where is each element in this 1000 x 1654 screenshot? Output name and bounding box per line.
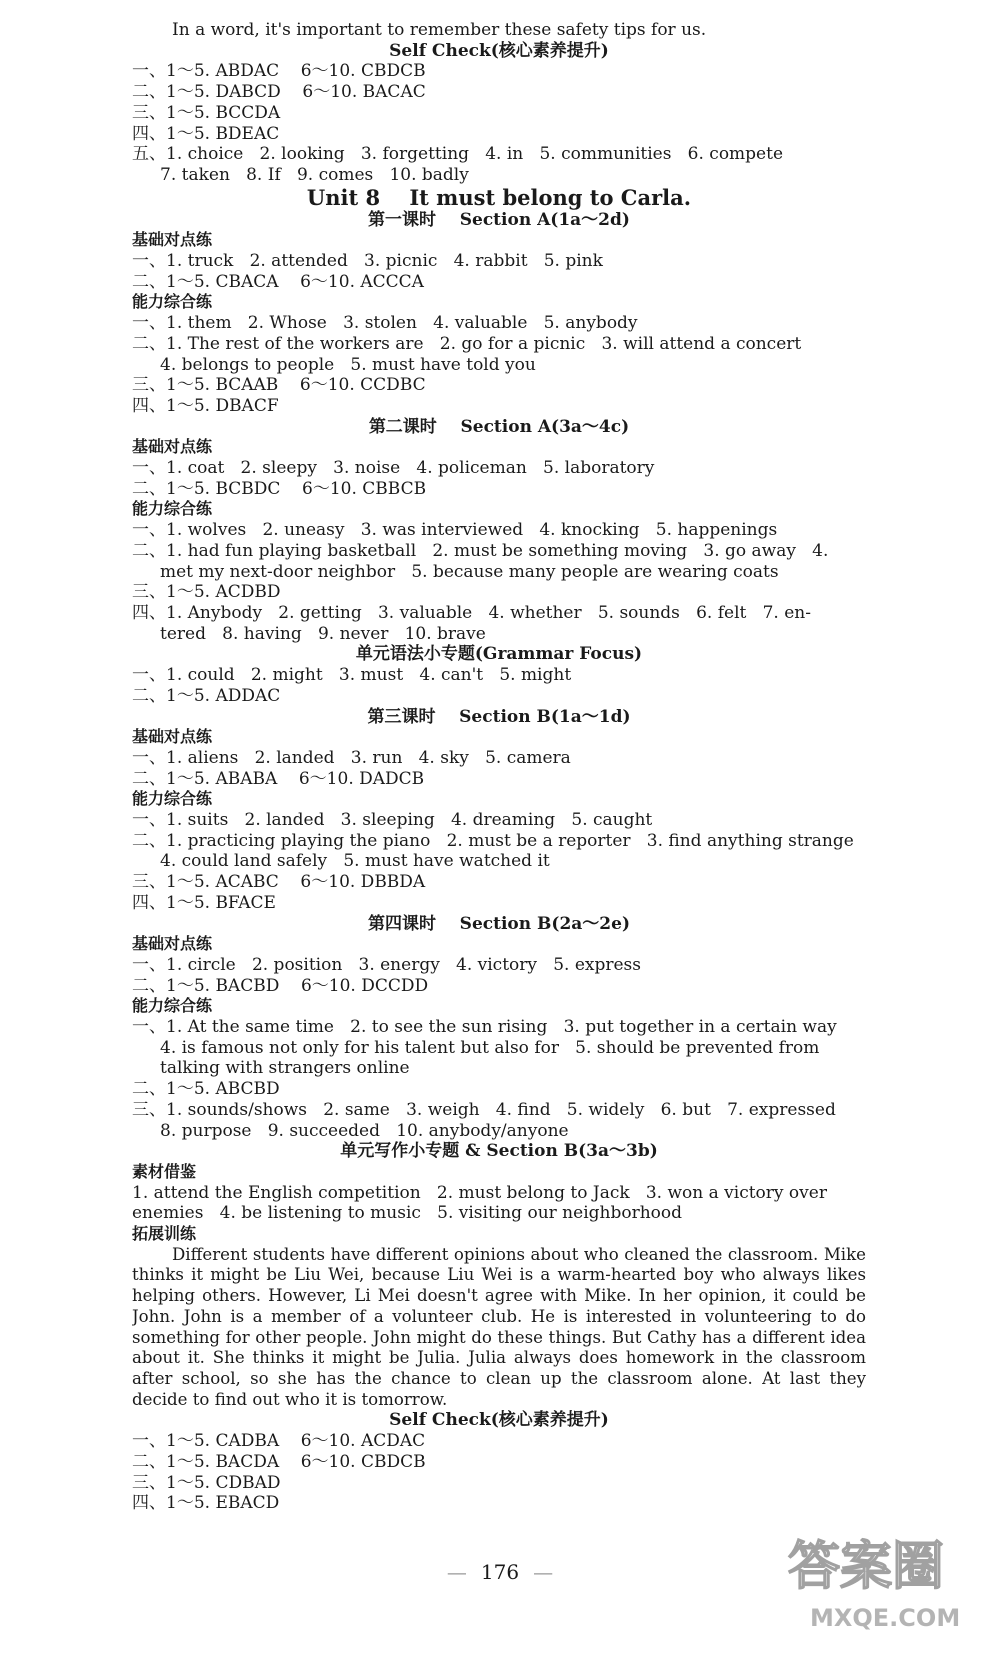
section-heading: 第二课时 Section A(3a～4c) [368,416,630,437]
page-number: — 176 — [446,1560,554,1584]
answer-line-continued: 8. purpose 9. succeeded 10. anybody/anyone [160,1120,569,1141]
section-heading: 第三课时 Section B(1a～1d) [367,706,631,727]
answer-line: 三、1. sounds/shows 2. same 3. weigh 4. find 5. widely 6. but 7. expressed [132,1099,836,1120]
exercise-label: 能力综合练 [132,789,213,809]
answer-content [132,20,866,1514]
answer-line: 一、1. coat 2. sleepy 3. noise 4. policeman 5. laboratory [132,458,655,479]
answer-line: 一、1～5. CADBA 6～10. ACDAC [132,1431,426,1452]
answer-line: 三、1～5. CDBAD [132,1472,281,1493]
answer-line: 二、1～5. ABABA 6～10. DADCB [132,768,425,789]
answer-line: 1. attend the English competition 2. must belong to Jack 3. won a victory over [132,1182,827,1203]
exercise-label: 素材借鉴 [132,1161,197,1181]
watermark-logo [780,1522,980,1642]
answer-line-continued: 4. is famous not only for his talent but also for 5. should be prevented from [160,1037,820,1058]
exercise-label: 能力综合练 [132,499,213,519]
answer-line: 三、1～5. BCCDA [132,102,281,123]
answer-line: 三、1～5. ACDBD [132,582,281,603]
answer-line-continued: 4. belongs to people 5. must have told you [160,354,536,375]
answer-line: 二、1～5. ADDAC [132,685,281,706]
answer-line-continued: 4. could land safely 5. must have watched it [160,851,550,872]
answer-line: 二、1～5. DABCD 6～10. BACAC [132,82,426,103]
section-heading: 第四课时 Section B(2a～2e) [368,913,630,934]
answer-line: 五、1. choice 2. looking 3. forgetting 4. in 5. communities 6. compete [132,144,784,165]
exercise-label: 能力综合练 [132,996,213,1016]
answer-line: 二、1～5. BCBDC 6～10. CBBCB [132,478,427,499]
answer-line: 一、1. suits 2. landed 3. sleeping 4. dreaming 5. caught [132,810,653,831]
exercise-label: 基础对点练 [132,230,213,250]
answer-line: 二、1～5. CBACA 6～10. ACCCA [132,271,424,292]
page-number-text: 176 [480,1560,520,1584]
exercise-label: 基础对点练 [132,934,213,954]
unit-title: Unit 8 It must belong to Carla. [306,185,692,210]
answer-line: 四、1～5. BDEAC [132,123,280,144]
section-heading: 单元写作小专题 & Section B(3a～3b) [340,1141,658,1162]
answer-line: 一、1. At the same time 2. to see the sun rising 3. put together in a certain way [132,1017,837,1038]
section-heading: Self Check(核心素养提升) [389,1410,609,1431]
exercise-label: 基础对点练 [132,727,213,747]
answer-line: 四、1. Anybody 2. getting 3. valuable 4. whether 5. sounds 6. felt 7. en- [132,602,811,623]
answer-line: 三、1～5. BCAAB 6～10. CCDBC [132,375,426,396]
section-heading: 单元语法小专题(Grammar Focus) [355,644,643,665]
answer-line-continued: tered 8. having 9. never 10. brave [160,623,486,644]
answer-line: 二、1. The rest of the workers are 2. go for a picnic 3. will attend a concert [132,333,802,354]
text-line: In a word, it's important to remember these safety tips for us. [172,20,707,40]
answer-line: 一、1. circle 2. position 3. energy 4. victory 5. express [132,954,642,975]
answer-line-continued: met my next-door neighbor 5. because many people are wearing coats [160,561,779,582]
exercise-label: 能力综合练 [132,292,213,312]
answer-line: 三、1～5. ACABC 6～10. DBBDA [132,872,426,893]
answer-line: 一、1. truck 2. attended 3. picnic 4. rabbit 5. pink [132,251,603,272]
answer-line: 二、1～5. BACDA 6～10. CBDCB [132,1451,426,1472]
answer-line: 一、1. could 2. might 3. must 4. can't 5. might [132,665,572,686]
answer-line-continued: 7. taken 8. If 9. comes 10. badly [160,164,469,185]
answer-line: 一、1～5. ABDAC 6～10. CBDCB [132,61,426,82]
answer-line: 二、1. had fun playing basketball 2. must be something moving 3. go away 4. [132,540,829,561]
answer-line: enemies 4. be listening to music 5. visiting our neighborhood [132,1203,683,1224]
answer-line: 一、1. aliens 2. landed 3. run 4. sky 5. camera [132,747,571,768]
essay-paragraph: Different students have different opinions about who cleaned the classroom. Mike thinks it might be Liu Wei, because Liu Wei is a warm-hearted boy who always likes helping others. However, Li Mei doesn't agree with Mike. In her opinion, it could be John. John is a member of a volunteer club. He is interested in volunteering to do something for other people. John might do these things. But Cathy has a different idea about it. She thinks it might be Julia. Julia always does homework in the classroom after school, so she has the chance to clean up the classroom alone. At last they decide to find out who it is tomorrow. [132,1244,866,1409]
answer-line: 一、1. them 2. Whose 3. stolen 4. valuable 5. anybody [132,313,638,334]
answer-line-continued: talking with strangers online [160,1058,410,1079]
answer-line: 四、1～5. DBACF [132,395,279,416]
watermark-url: MXQE.COM [810,1604,961,1632]
answer-line: 二、1～5. ABCBD [132,1079,280,1100]
answer-line: 四、1～5. BFACE [132,892,276,913]
answer-line: 一、1. wolves 2. uneasy 3. was interviewed 4. knocking 5. happenings [132,520,778,541]
answer-line: 二、1. practicing playing the piano 2. must be a reporter 3. find anything strange [132,830,854,851]
exercise-label: 基础对点练 [132,437,213,457]
answer-line: 四、1～5. EBACD [132,1493,280,1514]
watermark-text: 答案圈 [788,1537,945,1597]
answer-line: 二、1～5. BACBD 6～10. DCCDD [132,975,429,996]
section-heading: 第一课时 Section A(1a～2d) [368,209,630,230]
exercise-label: 拓展训练 [132,1224,197,1244]
section-heading: Self Check(核心素养提升) [389,40,609,61]
